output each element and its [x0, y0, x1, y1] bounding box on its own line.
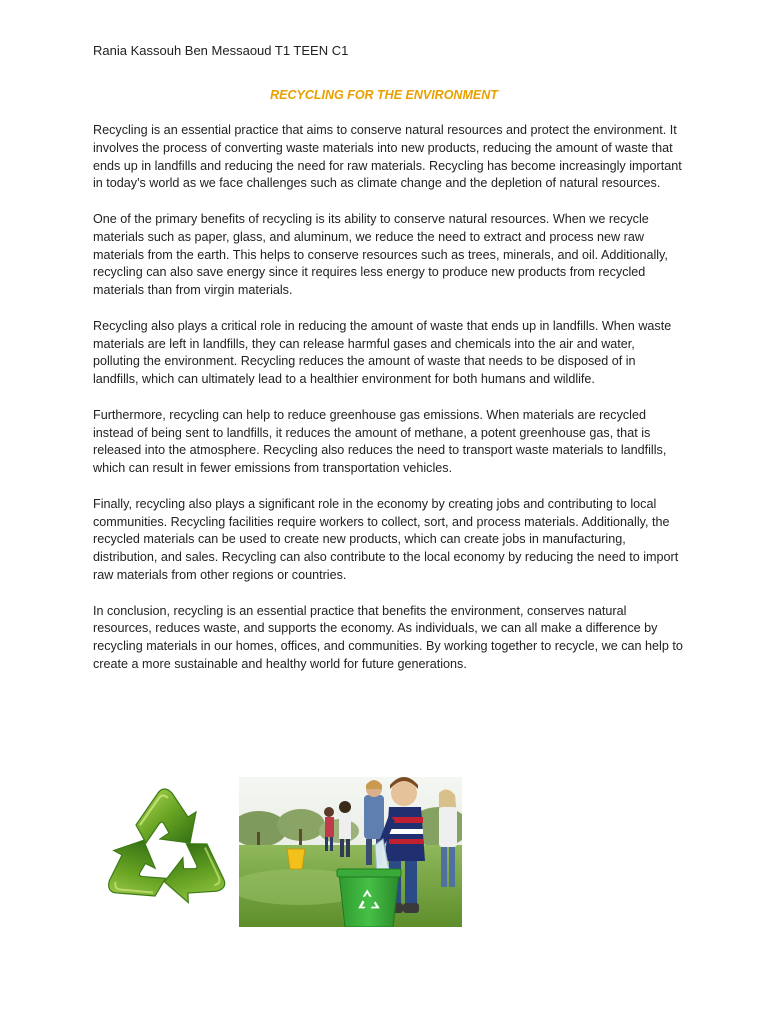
paragraph-economy: Finally, recycling also plays a significant role in the economy by creating jobs and contributing to local communities. Recycling facilities require workers to collect, sort, and process materials. Additionally, the recycled materials can be used to create new products, which can create jobs in manufacturing, distribution, and sales. Recycling can also contribute to the local economy by reducing the need to import raw materials from other regions or countries. [93, 496, 679, 582]
paragraph-intro: Recycling is an essential practice that aims to conserve natural resources and protect the environment. It involves the process of converting waste materials into new products, reducing the amount of waste that ends up in landfills and reducing the need for raw materials. Recycling has become increasingly important in today's world as we face challenges such as climate change and the depletion of natural resources. [93, 123, 682, 191]
document-body [93, 122, 683, 692]
paragraph-emissions: Furthermore, recycling can help to reduce greenhouse gas emissions. When materials are recycled instead of being sent to landfills, it reduces the amount of methane, a potent greenhouse gas, that is released into the atmosphere. Recycling also reduces the need to transport waste materials to landfills, which can result in fewer emissions from transportation vehicles. [93, 407, 667, 476]
recycle-symbol-icon [94, 777, 238, 927]
paragraph-landfills: Recycling also plays a critical role in reducing the amount of waste that ends up in landfills. When waste materials are left in landfills, they can release harmful gases and chemicals into the air and water, polluting the environment. Recycling reduces the amount of waste that needs to be disposed of in landfills, which can ultimately lead to a healthier environment for both humans and wildlife. [93, 318, 672, 387]
children-recycling-photo-icon [239, 777, 462, 927]
recycle-symbol-image [94, 777, 238, 927]
paragraph-resources: One of the primary benefits of recycling is its ability to conserve natural resources. When we recycle materials such as paper, glass, and aluminum, we reduce the need to extract and process new raw materials from the earth. This helps to conserve resources such as trees, minerals, and oil. Additionally, recycling can also save energy since it requires less energy to produce new products from recycled materials than from virgin materials. [93, 211, 668, 298]
paragraph-conclusion: In conclusion, recycling is an essential practice that benefits the environment, conserves natural resources, reduces waste, and supports the economy. As individuals, we can all make a difference by recycling materials in our homes, offices, and communities. By working together to recycle, we can help to create a more sustainable and healthy world for future generations. [93, 603, 683, 671]
author-line: Rania Kassouh Ben Messaoud T1 TEEN C1 [93, 43, 349, 58]
document-title: RECYCLING FOR THE ENVIRONMENT [270, 88, 498, 102]
children-recycling-photo [239, 777, 462, 927]
